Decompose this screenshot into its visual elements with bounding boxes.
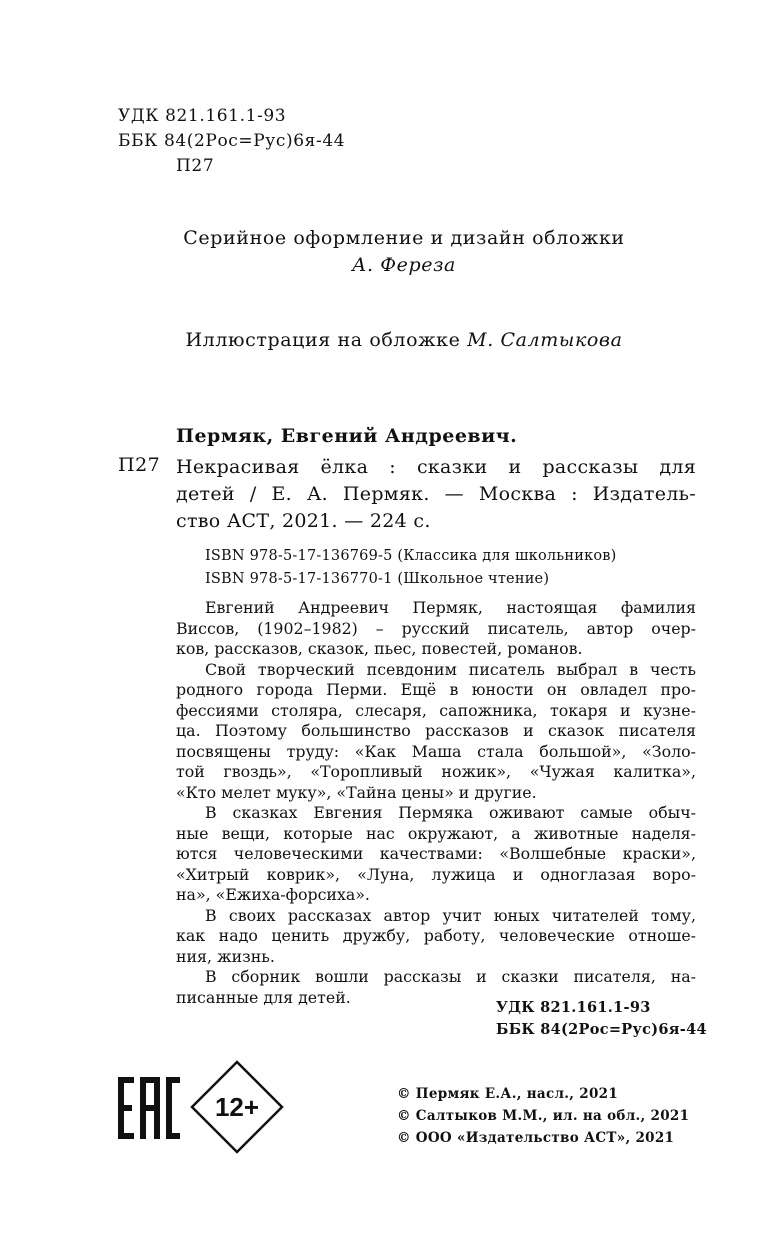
udk-code: УДК 821.161.1-93 xyxy=(118,106,287,126)
isbn-line: ISBN 978-5-17-136770-1 (Школьное чтение) xyxy=(205,571,550,587)
series-design-name: А. Фереза xyxy=(352,254,456,276)
annotation-line: ков, рассказов, сказок, пьес, повестей, романов. xyxy=(176,639,583,658)
age-rating-icon xyxy=(190,1060,284,1154)
annotation-line: Свой творческий псевдоним писатель выбрал в честь xyxy=(205,659,696,679)
annotation-line: ные вещи, которые нас окружают, а животные наделя- xyxy=(176,823,696,843)
annotation xyxy=(176,598,696,1008)
age-rating-label: 12+ xyxy=(214,1092,260,1122)
annotation-line: «Хитрый коврик», «Луна, лужица и одноглазая воро- xyxy=(176,864,696,884)
bbk-code-footer: ББК 84(2Рос=Рус)6я-44 xyxy=(496,1021,707,1038)
illustration-credit xyxy=(0,329,768,351)
annotation-line: «Кто мелет муку», «Тайна цены» и другие. xyxy=(176,782,537,802)
annotation-line: В сборник вошли рассказы и сказки писателя, на- xyxy=(205,967,696,986)
annotation-line: как надо ценить дружбу, работу, человеческие отноше- xyxy=(176,926,696,945)
annotation-line: фессиями столяра, слесаря, сапожника, токаря и кузне- xyxy=(176,700,696,720)
annotation-line: посвящены труду: «Как Маша стала большой», «Золо- xyxy=(176,741,696,761)
illustration-name: М. Салтыкова xyxy=(467,329,623,351)
biblio-line: детей / Е. А. Пермяк. — Москва : Издатель- xyxy=(176,483,696,505)
annotation-line: ца. Поэтому большинство рассказов и сказок писателя xyxy=(176,721,696,740)
udk-code-footer: УДК 821.161.1-93 xyxy=(496,999,651,1016)
copyright-line: © Салтыков М.М., ил. на обл., 2021 xyxy=(397,1108,690,1124)
author-mark: П27 xyxy=(176,156,215,176)
isbn-line: ISBN 978-5-17-136769-5 (Классика для школьников) xyxy=(205,548,617,564)
annotation-line: писанные для детей. xyxy=(176,987,351,1007)
copyright-line: © ООО «Издательство АСТ», 2021 xyxy=(397,1130,675,1146)
eac-logo-icon xyxy=(118,1077,180,1139)
bibliographic-code: П27 xyxy=(118,454,161,476)
series-design-name-line xyxy=(0,254,768,276)
annotation-line: В своих рассказах автор учит юных читателей тому, xyxy=(205,905,696,925)
annotation-line: Евгений Андреевич Пермяк, настоящая фамилия xyxy=(205,598,696,617)
biblio-line: ство АСТ, 2021. — 224 с. xyxy=(176,510,431,532)
annotation-line: Виссов, (1902–1982) – русский писатель, автор очер- xyxy=(176,618,696,638)
biblio-line: Некрасивая ёлка : сказки и рассказы для xyxy=(176,456,696,478)
bibliographic-description xyxy=(176,454,696,535)
series-design-label: Серийное оформление и дизайн обложки xyxy=(183,227,625,249)
annotation-line: родного города Перми. Ещё в юности он овладел про- xyxy=(176,680,696,699)
annotation-line: на», «Ежиха-форсиха». xyxy=(176,885,370,904)
annotation-line: той гвоздь», «Торопливый ножик», «Чужая калитка», xyxy=(176,762,696,781)
annotation-line: ния, жизнь. xyxy=(176,946,275,966)
illustration-label: Иллюстрация на обложке xyxy=(185,329,461,351)
annotation-line: В сказках Евгения Пермяка оживают самые обыч- xyxy=(205,803,696,822)
bibliographic-author: Пермяк, Евгений Андреевич. xyxy=(176,425,518,447)
copyright-line: © Пермяк Е.А., насл., 2021 xyxy=(397,1086,619,1102)
annotation-line: ются человеческими качествами: «Волшебные краски», xyxy=(176,844,696,863)
bbk-code: ББК 84(2Рос=Рус)6я-44 xyxy=(118,131,346,151)
